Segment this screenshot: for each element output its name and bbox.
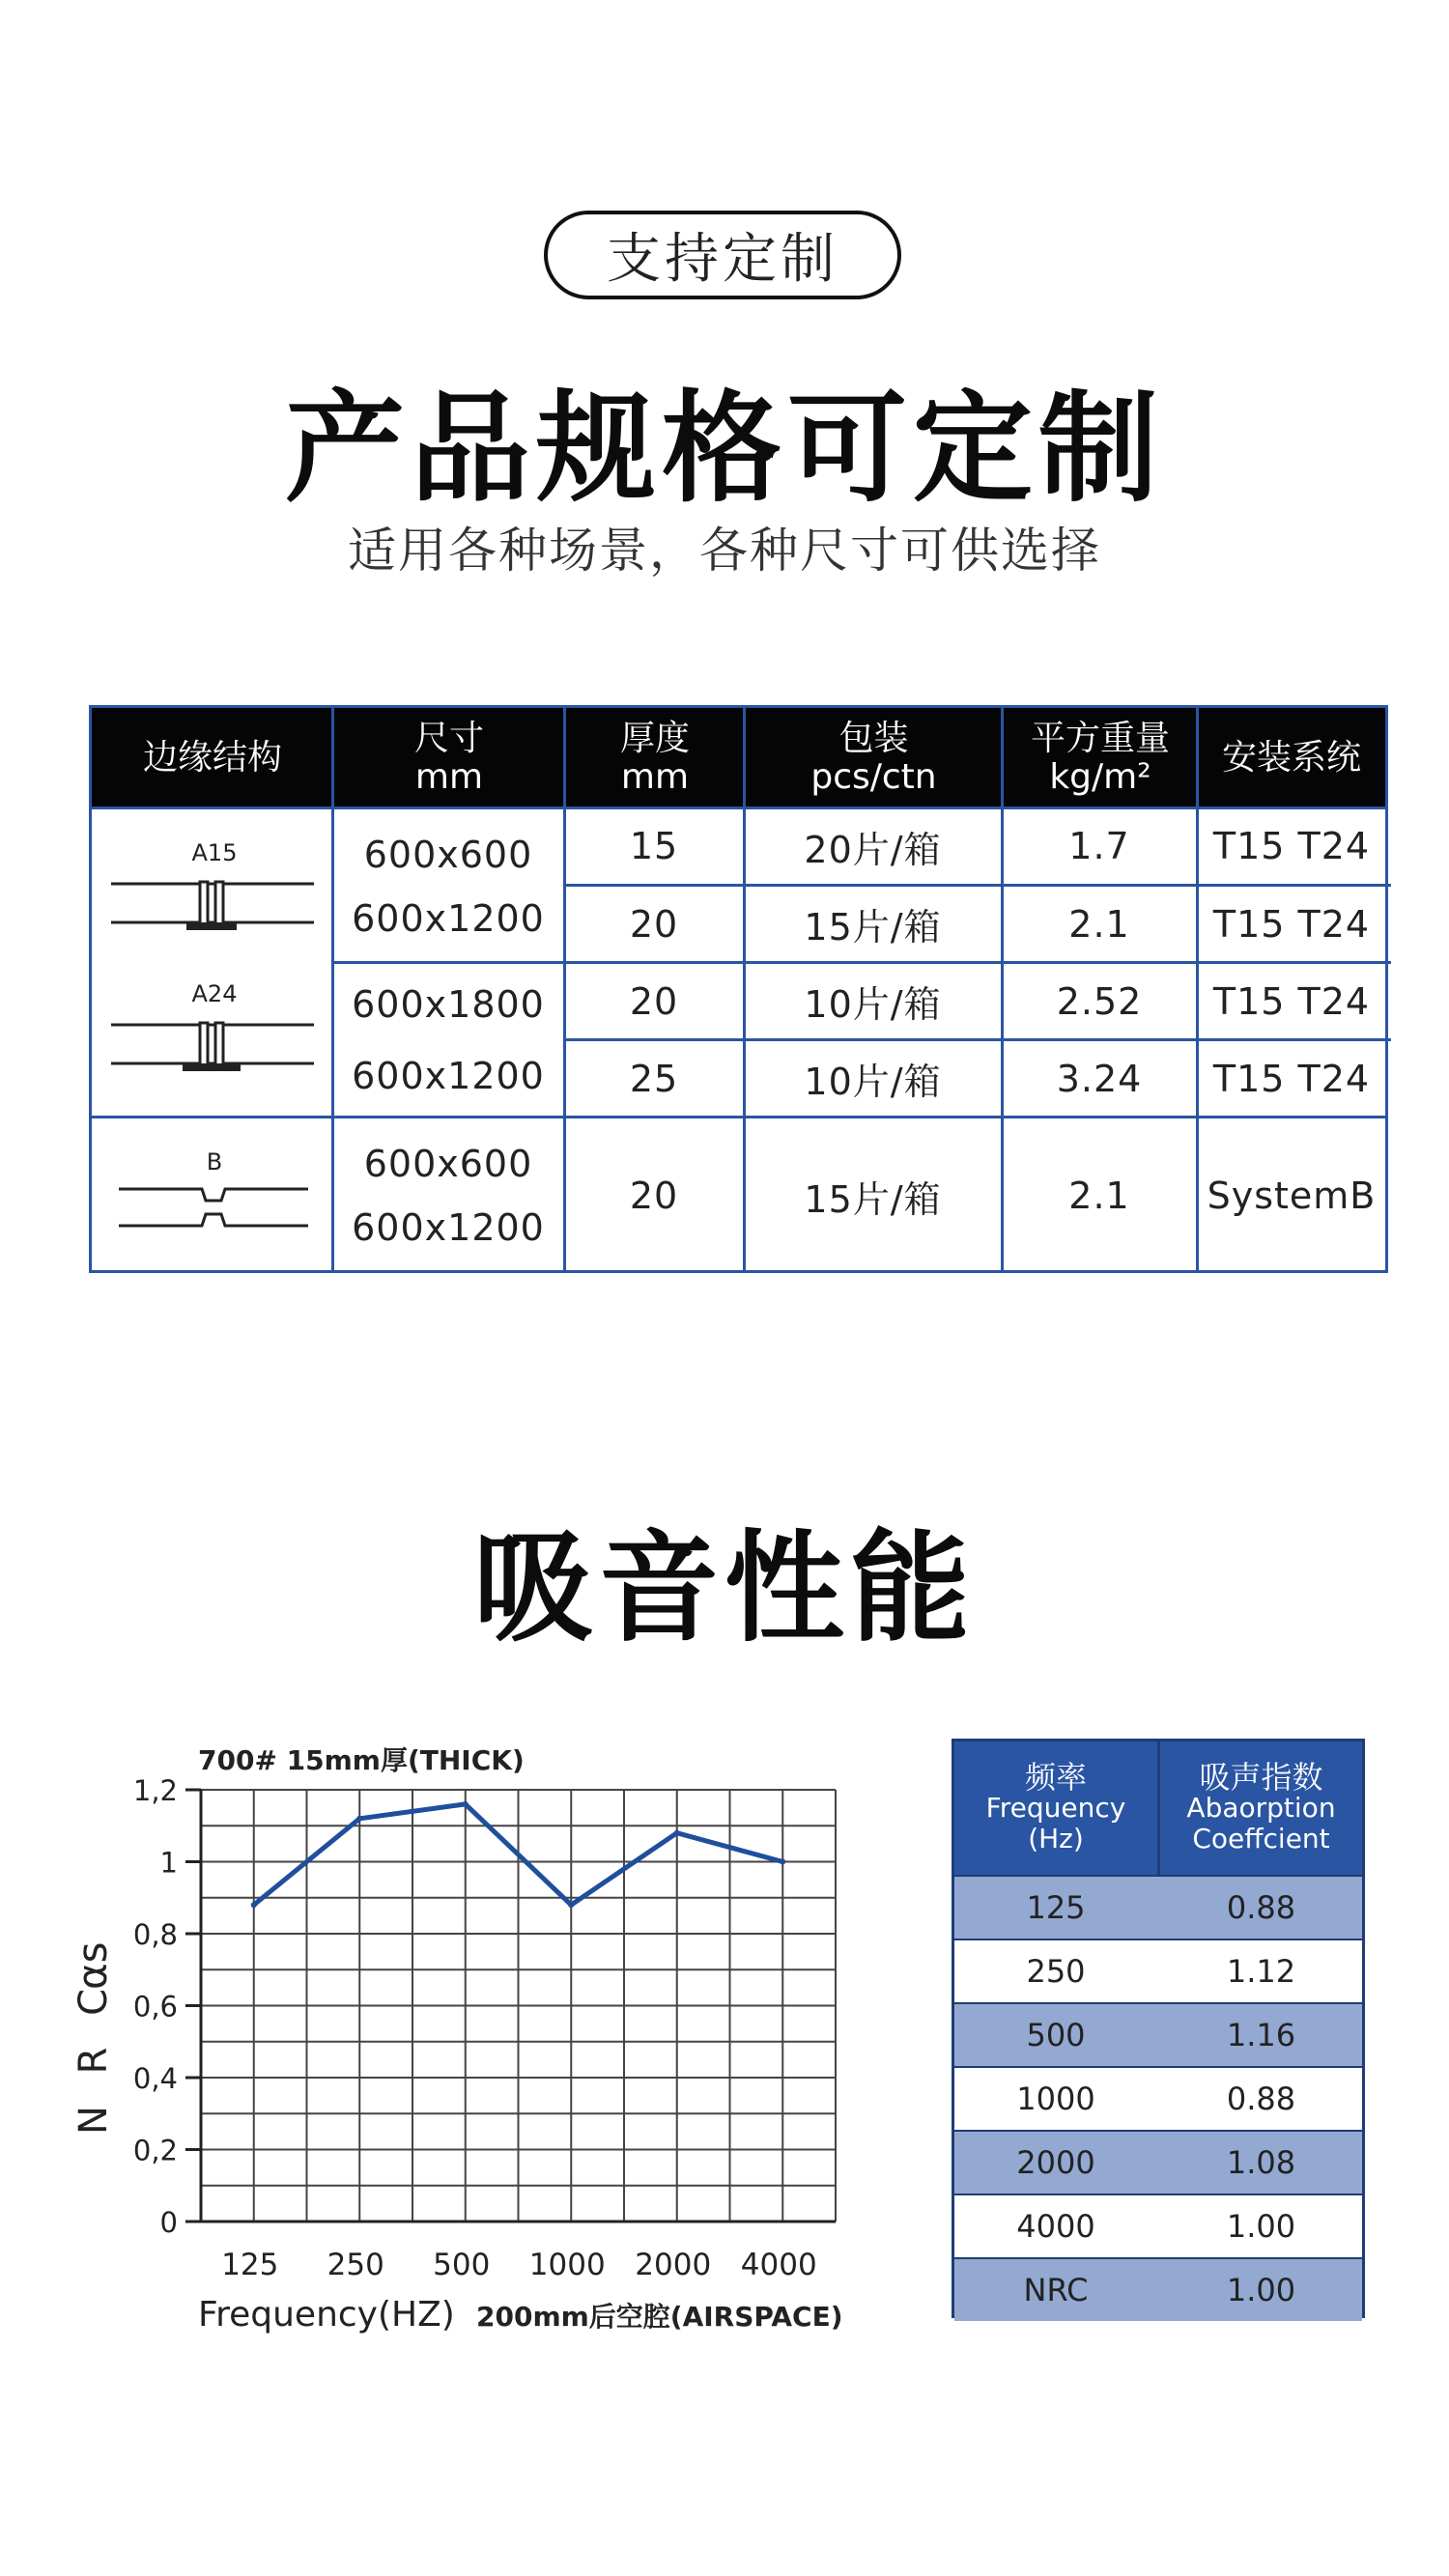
edge-profile-a24-icon [111,1013,314,1075]
frequency-cell: 1000 [1016,2081,1095,2117]
size-value: 600x600 [363,834,533,876]
edge-label-b: B [206,1148,223,1175]
customization-badge [544,211,901,299]
frequency-row [954,2194,1362,2257]
header-packing-label: 包装 [838,719,909,758]
y-axis-label: N R C [71,1978,116,2135]
packing-cell: 15片/箱 [804,1177,942,1221]
size-cell [333,1118,563,1273]
x-tick-label: 250 [327,2248,384,2282]
frequency-row [954,2002,1362,2066]
header-frequency-en: Frequency [985,1792,1126,1824]
header-packing-unit: pcs/ctn [810,757,937,797]
badge-text: 支持定制 [607,228,838,291]
size-value: 600x1200 [352,1206,545,1249]
header-frequency-unit: (Hz) [1028,1823,1084,1854]
header-system-label: 安装系统 [1221,738,1361,778]
header-coefficient-en2: Coeffcient [1192,1823,1330,1854]
header-weight-label: 平方重量 [1030,719,1170,758]
packing-cell: 10片/箱 [804,983,942,1026]
x-axis-label: Frequency(HZ) [198,2295,455,2335]
data-point [568,1902,574,1908]
frequency-table [952,1739,1365,2318]
header-system [1198,708,1385,808]
x-axis-note: 200mm后空腔(AIRSPACE) [476,2301,843,2333]
y-tick-label: 1,2 [132,1774,178,1807]
weight-cell: 3.24 [1056,1057,1143,1100]
thickness-cell: 25 [629,1057,679,1100]
y-axis-symbol: αs [69,1941,116,1990]
x-tick-label: 1000 [528,2248,606,2282]
system-cell: T15 T24 [1212,825,1371,867]
header-size-label: 尺寸 [413,719,484,758]
section-title: 吸音性能 [472,1519,976,1658]
data-point [780,1859,785,1865]
frequency-row [954,1875,1362,1939]
frequency-row [954,1939,1362,2002]
edge-profile-a15-icon [111,872,314,934]
system-cell: T15 T24 [1212,902,1371,946]
frequency-row [954,2066,1362,2130]
size-value: 600x1800 [352,982,545,1026]
data-point [463,1801,469,1807]
x-tick-label: 125 [221,2248,279,2282]
weight-cell: 1.7 [1068,825,1130,867]
frequency-cell: 500 [1026,2017,1086,2053]
weight-cell: 2.1 [1068,902,1130,946]
header-thickness-label: 厚度 [619,719,690,758]
frequency-cell: 4000 [1016,2208,1095,2245]
y-tick-label: 0,6 [132,1990,178,2024]
edge-label-a15: A15 [191,839,238,866]
packing-cell: 10片/箱 [804,1061,942,1103]
edge-label-a24: A24 [191,980,238,1007]
y-tick-label: 1 [159,1846,178,1880]
size-cell [333,812,563,961]
system-cell: SystemB [1207,1175,1377,1217]
coefficient-cell: 1.12 [1226,1953,1296,1990]
coefficient-cell: 1.16 [1226,2017,1296,2053]
size-value: 600x1200 [352,897,545,940]
frequency-cell: 125 [1026,1889,1086,1926]
header-frequency [954,1741,1157,1875]
coefficient-cell: 1.00 [1226,2272,1296,2308]
packing-cell: 15片/箱 [804,906,942,948]
system-cell: T15 T24 [1212,979,1371,1023]
y-tick-label: 0,4 [132,2062,178,2095]
size-value: 600x1200 [352,1054,545,1097]
spec-table [89,705,1388,1273]
system-cell: T15 T24 [1212,1057,1371,1100]
x-tick-label: 2000 [635,2248,712,2282]
header-coefficient-cn: 吸声指数 [1199,1759,1323,1796]
header-thickness-unit: mm [620,757,690,797]
y-tick-label: 0 [159,2206,178,2239]
header-coefficient-en1: Abaorption [1186,1792,1336,1824]
header-packing [745,708,1003,808]
y-tick-label: 0,8 [132,1918,178,1951]
packing-cell: 20片/箱 [804,828,942,871]
edge-profile-b-icon [119,1179,308,1233]
frequency-cell: 2000 [1016,2144,1095,2181]
header-frequency-cn: 频率 [1024,1759,1087,1796]
thickness-cell: 20 [629,1175,679,1217]
coefficient-cell: 0.88 [1226,1889,1296,1926]
data-point [356,1816,362,1822]
series-line [254,1804,783,1905]
header-thickness [565,708,745,808]
data-point [251,1902,257,1908]
frequency-cell: NRC [1023,2272,1089,2308]
coefficient-cell: 0.88 [1226,2081,1296,2117]
size-cell [333,964,563,1116]
header-size-unit: mm [414,757,484,797]
chart-title: 700# 15mm厚(THICK) [198,1744,525,1776]
thickness-cell: 15 [629,825,679,867]
size-value: 600x600 [363,1143,533,1185]
x-tick-label: 4000 [740,2248,817,2282]
thickness-cell: 20 [629,979,679,1023]
header-weight-unit: kg/m² [1049,757,1151,797]
frequency-cell: 250 [1026,1953,1086,1990]
data-point [674,1830,680,1836]
header-edge-label: 边缘结构 [142,738,282,778]
page-subtitle: 适用各种场景，各种尺寸可供选择 [348,523,1101,579]
frequency-row [954,2130,1362,2194]
page-title: 产品规格可定制 [284,380,1164,519]
weight-cell: 2.1 [1068,1175,1130,1217]
thickness-cell: 20 [629,902,679,946]
x-tick-label: 500 [433,2248,491,2282]
header-size [333,708,565,808]
frequency-row [954,2257,1362,2321]
weight-cell: 2.52 [1056,979,1143,1023]
coefficient-cell: 1.08 [1226,2144,1296,2181]
header-weight [1003,708,1198,808]
header-edge [92,708,333,808]
header-coefficient [1160,1741,1362,1875]
coefficient-cell: 1.00 [1226,2208,1296,2245]
y-tick-label: 0,2 [132,2134,178,2167]
